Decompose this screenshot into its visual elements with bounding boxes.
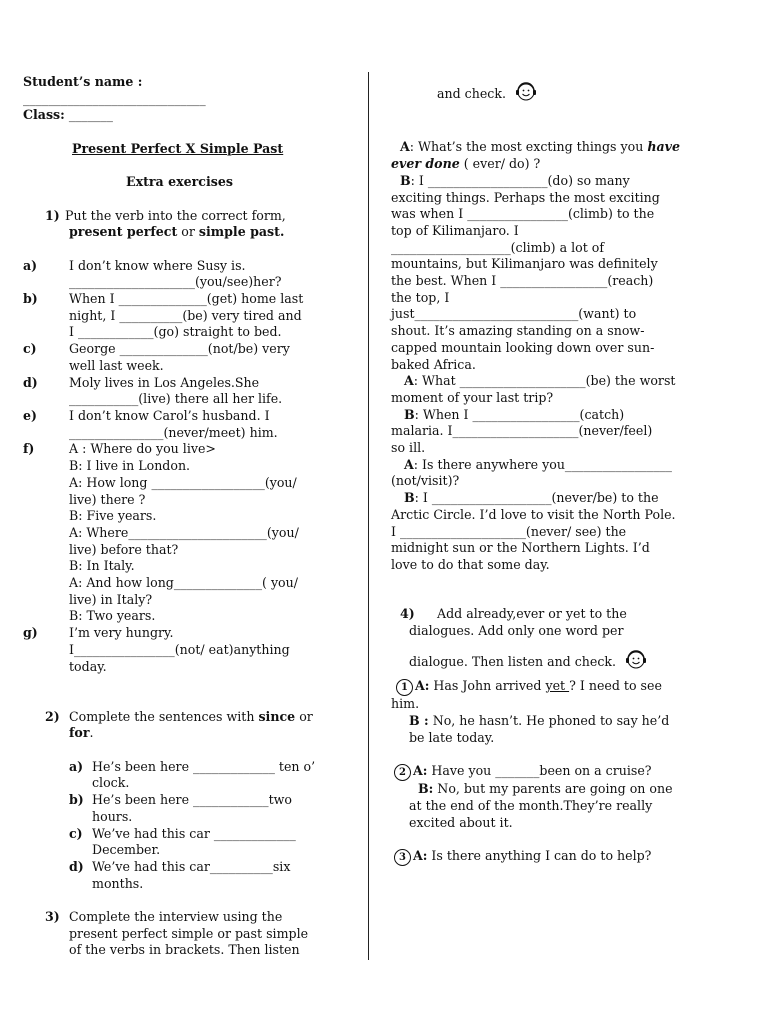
dialogue-1: 1 A: Has John arrived yet ? I need to see him. B : No, he hasn’t. He phoned to say he’d be late today. [391,678,670,745]
item-g: g) I’m very hungry. I________________(not/ eat)anything today. [23,625,290,674]
column-divider [368,72,369,960]
exercise-2: 2) Complete the sentences with since or for. a) He’s been here _____________ ten o’ clock. b) He’s been here ____________two hours. c) We’ve had this car _____________ December. d) We’ve had this car__________six months. [23,709,343,893]
exercise-4: 4) Add already,ever or yet to the dialogues. Add only one word per dialogue. Then listen and check. 1 A: Has John arrived yet ? I need to see him. B : No, he hasn’t. He phoned to say he’d be late today. 2 A: Have you _______been on a cruise? B: No, but my parents are going on one at the end of the month.They’re really excited about it. 3 A: Is there anything I can do to help? [391,606,721,866]
interview-dialogue: A: What’s the most excting things you have ever done ( ever/ do) ? B: I ___________________(do) so many exciting things. Perhaps the most exciting was when I ________________(climb) to the top of Kilimanjaro. I ___________________(climb) a lot of mountains, but Kilimanjaro was definitely the best. When I _________________(reach) the top, I just__________________________(want) to shout. It’s amazing standing on a snow- capped mountain looking down over sun- baked Africa. A: What ____________________(be) the worst moment of your last trip? B: When I _________________(catch) malaria. I____________________(never/feel) so ill. A: Is there anywhere you_________________ (not/visit)? B: I ___________________(never/be) to the Arctic Circle. I’d love to visit the North Pole. I ____________________(never/ see) the midnight sun or the Northern Lights. I’d love to do that some day. [391,139,680,572]
item-d: d) Moly lives in Los Angeles.She ___________(live) there all her life. [23,374,283,407]
class-label: Class: [23,107,65,123]
circled-number-2: 2 [394,764,411,781]
exercise-1-number: 1) [45,207,60,223]
item-2b: b) He’s been here ____________two hours. [69,792,293,824]
exercise-1: 1) Put the verb into the correct form, present perfect or simple past. a) I don’t know where Susy is. ____________________(you/see)her? b) When I ______________(get) home last night, I __________(be) very tired and I ____________(go) straight to bed. c) George ______________(not/be) very well last week. d) Moly lives in Los Angeles.She ___________(live) there all her life. e) I don’t know Carol’s husband. I _______________(never/meet) him. f) A : Where do you live> B: I live in London. A: How long __________________(you/ live) there ? B: Five years. A: Where______________________(you/ live) before that? B: In Italy. A: And how long______________( you/ live) in Italy? B: Two years. g) I’m very hungry. I________________(not/ eat)anything today. [23,208,343,676]
item-2c: c) We’ve had this car _____________ December. [69,825,296,858]
circled-number-3: 3 [394,849,411,866]
answer-yet[interactable]: yet [545,678,570,694]
circled-number-1: 1 [396,679,413,696]
left-column [23,72,343,959]
class-line [23,107,343,124]
smiley-headphones-icon [624,648,648,670]
item-a: a) I don’t know where Susy is. ____________________(you/see)her? [23,258,343,291]
item-2a: a) He’s been here _____________ ten o’ clock. [69,758,316,791]
dialogue-3: 3 A: Is there anything I can do to help? [391,848,721,866]
blank-input[interactable]: ____________________(you/see)her? [69,274,282,290]
item-c: c) George ______________(not/be) very well last week. [23,341,290,373]
exercise-1-instruction: 1) Put the verb into the correct form, [23,208,343,225]
exercise-3: 3) Complete the interview using the present perfect simple or past simple of the verbs in brackets. Then listen [45,909,309,958]
exercise-2-instruction: 2) Complete the sentences with since or [45,708,313,724]
dialogue-2: 2 A: Have you _______been on a cruise? B: No, but my parents are going on one at the end of the month.They’re really excited about it. [391,763,721,831]
page-title: Present Perfect X Simple Past [72,140,284,156]
exercise-3-continued: and check. [391,80,721,103]
student-name-label: Student’s name : [23,74,143,89]
class-blank[interactable]: _______ [68,107,113,123]
page-subtitle: Extra exercises [126,174,233,190]
student-name-line [23,74,343,91]
item-b: b) When I ______________(get) home last night, I __________(be) very tired and I ____________(go) straight to bed. [23,291,304,340]
smiley-headphones-icon [514,80,538,102]
item-2d: d) We’ve had this car__________six months. [69,858,291,891]
item-f: f) A : Where do you live> B: I live in London. A: How long __________________(you/ live) there ? B: Five years. A: Where______________________(you/ live) before that? B: In Italy. A: And how long______________( you/ live) in Italy? B: Two years. [23,441,299,624]
student-name-blank[interactable]: _____________________________ [23,90,206,106]
right-column [391,80,721,866]
item-e: e) I don’t know Carol’s husband. I _______________(never/meet) him. [23,408,278,440]
